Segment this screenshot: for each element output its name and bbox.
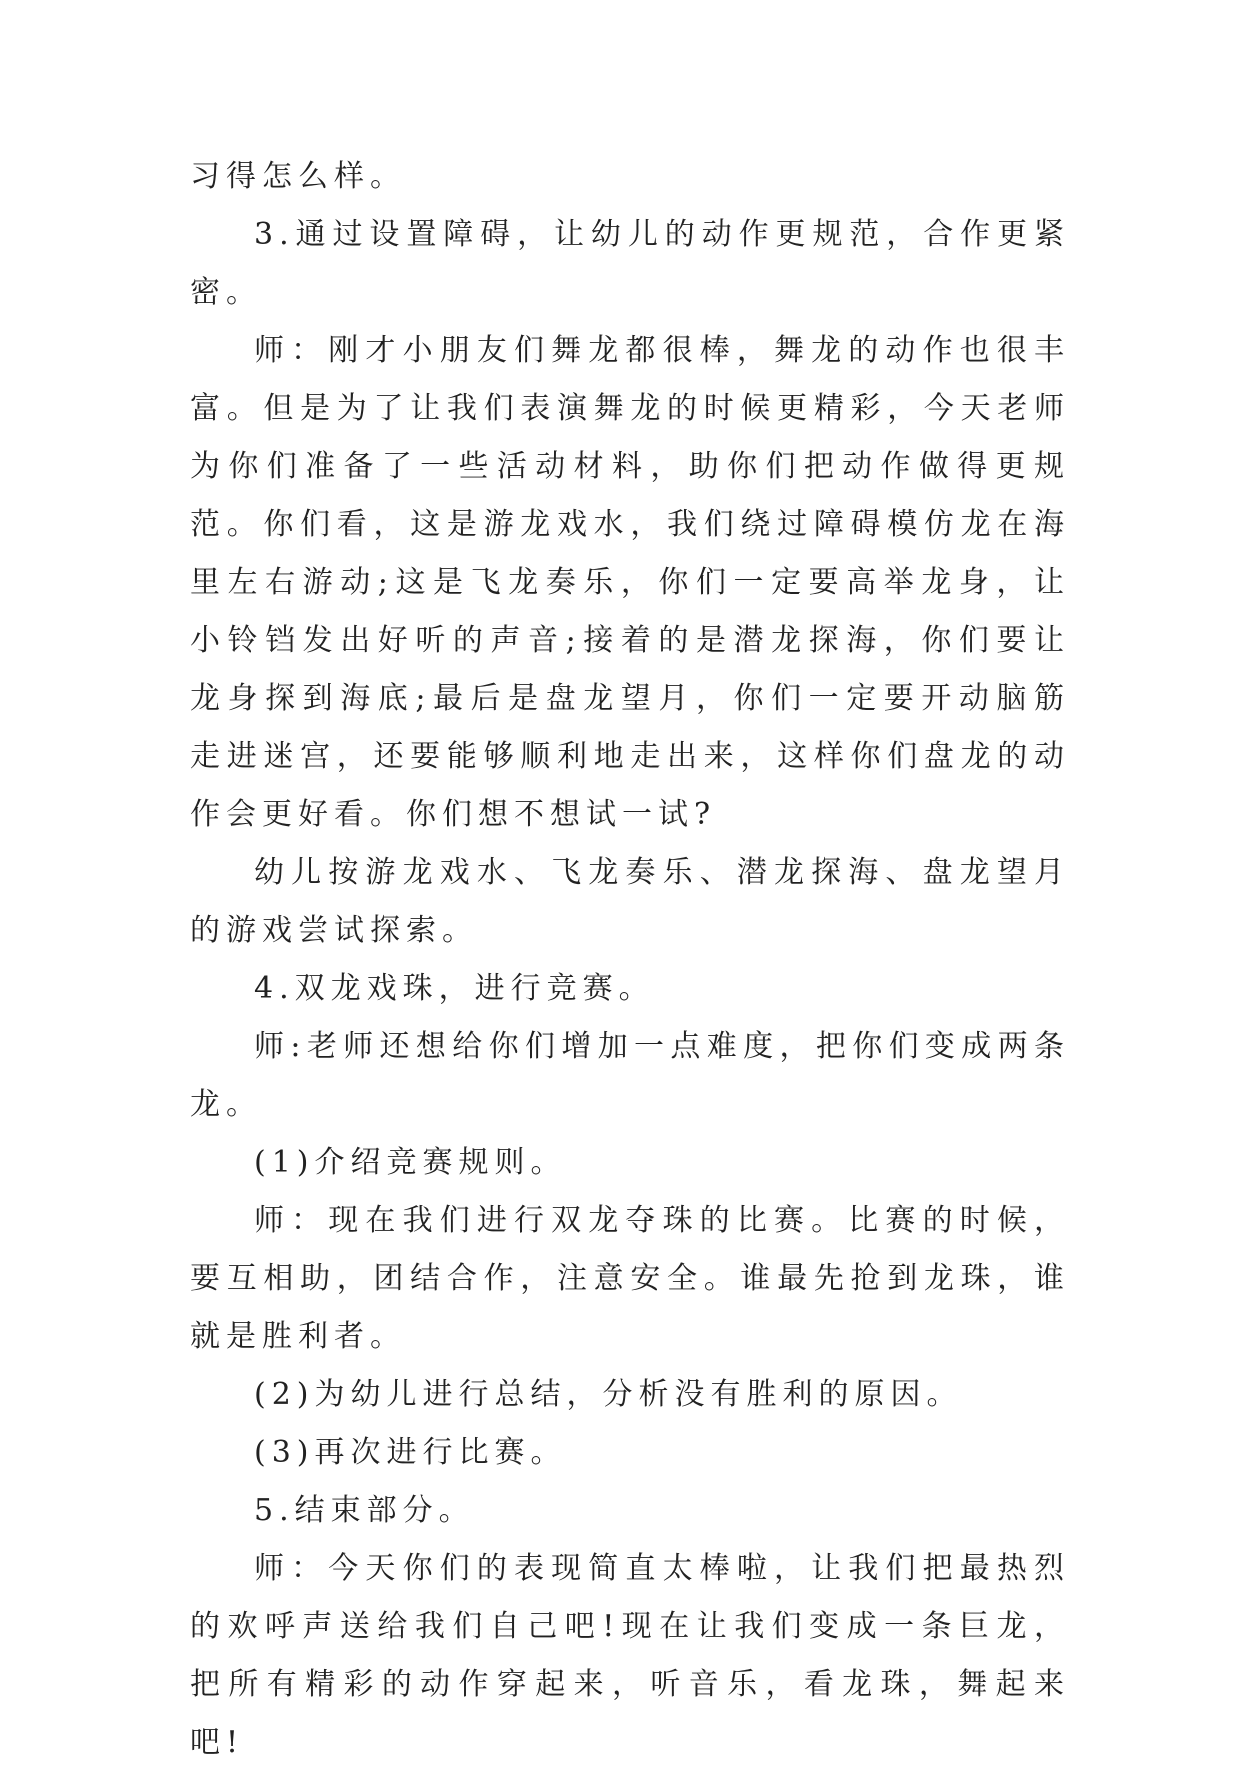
paragraph-1: 习得怎么样。	[190, 159, 406, 194]
paragraph-teacher-two-dragons: 师:老师还想给你们增加一点难度，把你们变成两条龙。	[190, 1029, 1070, 1122]
paragraph-step-4-heading: 4.双龙戏珠，进行竞赛。	[254, 971, 655, 1006]
paragraph-teacher-obstacles: 师：刚才小朋友们舞龙都很棒，舞龙的动作也很丰富。但是为了让我们表演舞龙的时候更精彩，今天老师为你们准备了一些活动材料，助你们把动作做得更规范。你们看，这是游龙戏水，我们绕过障碍模仿龙在海里左右游动;这是飞龙奏乐，你们一定要高举龙身，让小铃铛发出好听的声音;接着的是潜龙探海，你们要让龙身探到海底;最后是盘龙望月，你们一定要开动脑筋走进迷宫，还要能够顺利地走出来，这样你们盘龙的动作会更好看。你们想不想试一试?	[190, 333, 1070, 832]
paragraph-summary-2: (2)为幼儿进行总结，分析没有胜利的原因。	[254, 1377, 963, 1412]
paragraph-rematch-3: (3)再次进行比赛。	[254, 1435, 567, 1470]
document-body	[190, 148, 1070, 1772]
paragraph-step-5-heading: 5.结束部分。	[254, 1493, 475, 1528]
paragraph-children-explore: 幼儿按游龙戏水、飞龙奏乐、潜龙探海、盘龙望月的游戏尝试探索。	[190, 855, 1070, 948]
paragraph-teacher-ending: 师：今天你们的表现简直太棒啦，让我们把最热烈的欢呼声送给我们自己吧!现在让我们变成一条巨龙，把所有精彩的动作穿起来，听音乐，看龙珠，舞起来吧!	[190, 1551, 1070, 1760]
paragraph-step-3-heading: 3.通过设置障碍，让幼儿的动作更规范，合作更紧密。	[190, 217, 1070, 310]
paragraph-rules-1: (1)介绍竞赛规则。	[254, 1145, 567, 1180]
paragraph-teacher-competition: 师：现在我们进行双龙夺珠的比赛。比赛的时候，要互相助，团结合作，注意安全。谁最先抢到龙珠，谁就是胜利者。	[190, 1203, 1070, 1354]
